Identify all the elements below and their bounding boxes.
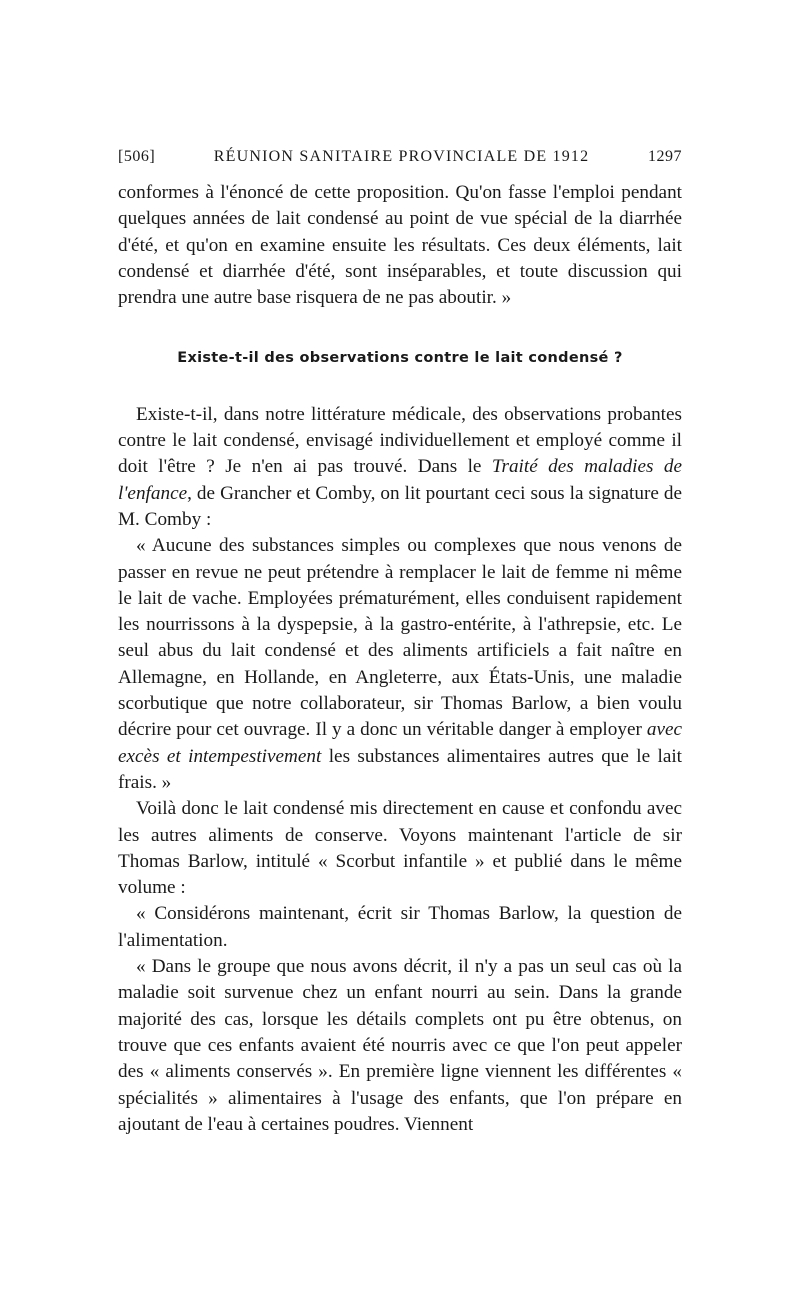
paragraph-text: , de Grancher et Comby, on lit pourtant ceci sous la signature de M. Comby :: [118, 482, 682, 530]
paragraph: [118, 402, 682, 533]
paragraph: Voilà donc le lait condensé mis directement en cause et confondu avec les autres aliments de conserve. Voyons maintenant l'article de sir Thomas Barlow, intitulé « Scorbut infantile » et publié dans le même volume :: [118, 798, 682, 899]
page-number: 1297: [647, 148, 682, 165]
quotation-paragraph: « Dans le groupe que nous avons décrit, il n'y a pas un seul cas où la maladie soit survenue chez un enfant nourri au sein. Dans la grande majorité des cas, lorsque les détails complets ont pu être obtenus, on trouve que ces enfants avaient été nourris avec ce que l'on peut appeler des « aliments conservés ». En première ligne viennent les différentes « spécialités » alimentaires à l'usage des enfants, que l'on prépare en ajoutant de l'eau à certaines poudres. Viennent: [118, 956, 682, 1135]
paragraph-text: « Aucune des substances simples ou complexes que nous venons de passer en revue ne peut prétendre à remplacer le lait de femme ni même le lait de vache. Employées prématurément, elles conduisent rapidement les nourrissons à la dyspepsie, à la gastro-entérite, à l'athrepsie, etc. Le seul abus du lait condensé et des aliments artificiels a fait naître en Allemagne, en Hollande, en Angleterre, aux États-Unis, une maladie scorbutique que notre collaborateur, sir Thomas Barlow, a bien voulu décrire pour cet ouvrage. Il y a donc un véritable danger à employer: [118, 535, 682, 741]
paragraph-text: les substances alimentaires autres que le lait frais. »: [118, 745, 683, 793]
running-header: [118, 148, 682, 166]
section-heading: Existe-t-il des observations contre le lait condensé ?: [177, 350, 623, 367]
paragraph-continuation: conformes à l'énoncé de cette proposition. Qu'on fasse l'emploi pendant quelques années de lait condensé au point de vue spécial de la diarrhée d'été, et qu'on en examine ensuite les résultats. Ces deux éléments, lait condensé et diarrhée d'été, sont inséparables, et toute discussion qui prendra une autre base risquera de ne pas aboutir. »: [118, 182, 682, 309]
body-text: [118, 180, 682, 1138]
header-title: RÉUNION SANITAIRE PROVINCIALE DE 1912: [213, 148, 590, 165]
quotation-paragraph: « Considérons maintenant, écrit sir Thomas Barlow, la question de l'alimentation.: [118, 903, 682, 951]
book-title: Traité des maladies de l'enfance: [118, 456, 682, 504]
emphasized-text: avec excès et intempestivement: [118, 719, 682, 767]
quotation-paragraph: [118, 533, 682, 796]
header-bracket-number: [506]: [118, 148, 156, 165]
paragraph-text: Existe-t-il, dans notre littérature médicale, des observations probantes contre le lait condensé, envisagé individuellement et employé comme il doit l'être ? Je n'en ai pas trouvé. Dans le: [118, 403, 682, 478]
